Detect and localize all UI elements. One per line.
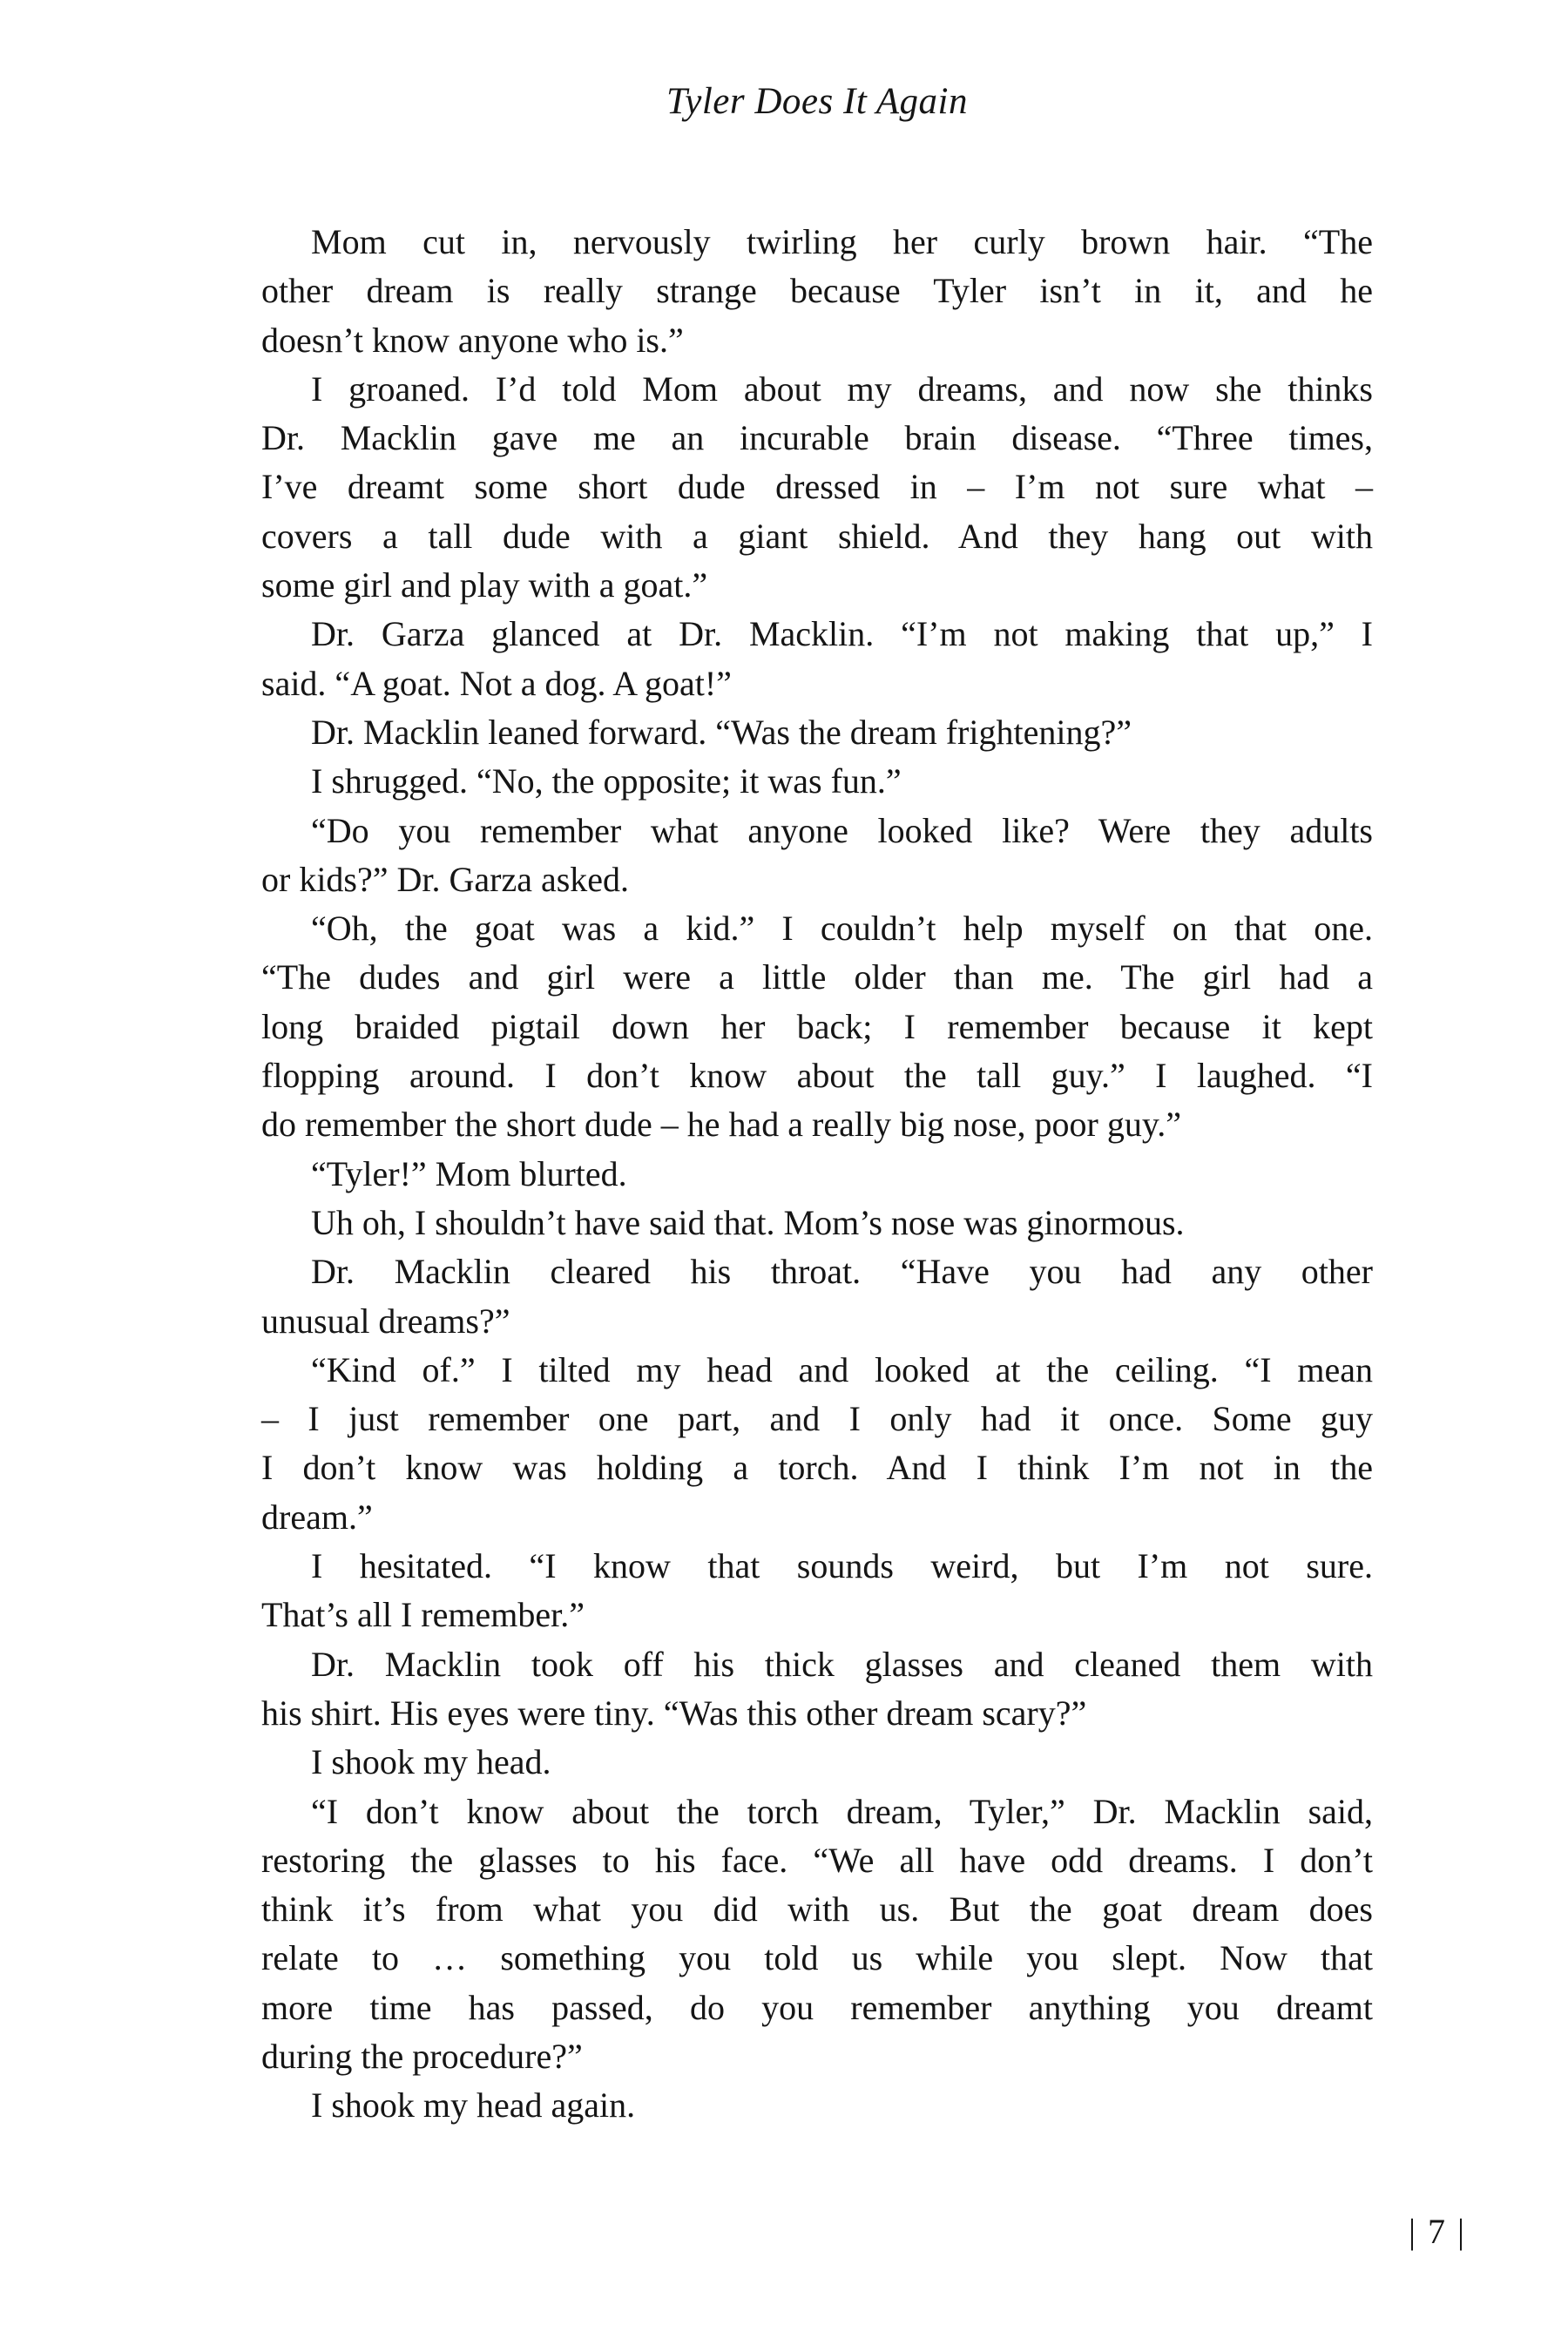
text-line: Dr. Macklin cleared his throat. “Have you had any other	[311, 1252, 1373, 1292]
text-line: do remember the short dude – he had a really big nose, poor guy.”	[261, 1105, 1181, 1145]
text-line: Dr. Macklin leaned forward. “Was the dream frightening?”	[311, 712, 1132, 752]
text-line: unusual dreams?”	[261, 1301, 510, 1341]
text-line: Dr. Garza glanced at Dr. Macklin. “I’m not making that up,” I	[311, 614, 1373, 654]
text-line: other dream is really strange because Tyler isn’t in it, and he	[261, 271, 1373, 311]
text-line: I shook my head.	[311, 1742, 551, 1782]
text-line: I don’t know was holding a torch. And I think I’m not in the	[261, 1448, 1373, 1488]
text-line: his shirt. His eyes were tiny. “Was this other dream scary?”	[261, 1693, 1087, 1733]
text-line: during the procedure?”	[261, 2036, 583, 2076]
text-line: I shrugged. “No, the opposite; it was fun.”	[311, 761, 902, 801]
text-line: “The dudes and girl were a little older than me. The girl had a	[261, 957, 1373, 997]
text-line: Dr. Macklin gave me an incurable brain disease. “Three times,	[261, 418, 1373, 458]
text-line: I hesitated. “I know that sounds weird, but I’m not sure.	[311, 1546, 1373, 1586]
text-line: more time has passed, do you remember anything you dreamt	[261, 1987, 1373, 2027]
text-line: some girl and play with a goat.”	[261, 565, 708, 605]
text-line: That’s all I remember.”	[261, 1595, 585, 1635]
text-line: think it’s from what you did with us. But the goat dream does	[261, 1889, 1373, 1930]
text-line: covers a tall dude with a giant shield. And they hang out with	[261, 516, 1373, 556]
text-line: I groaned. I’d told Mom about my dreams, and now she thinks	[311, 368, 1373, 409]
text-line: flopping around. I don’t know about the tall guy.” I laughed. “I	[261, 1056, 1373, 1096]
text-line: relate to … something you told us while you slept. Now that	[261, 1938, 1373, 1978]
text-line: dream.”	[261, 1497, 373, 1537]
text-line: “Oh, the goat was a kid.” I couldn’t help myself on that one.	[311, 909, 1373, 949]
text-line: “Do you remember what anyone looked like? Were they adults	[311, 810, 1373, 850]
text-line: Uh oh, I shouldn’t have said that. Mom’s nose was ginormous.	[311, 1202, 1185, 1242]
text-line: I’ve dreamt some short dude dressed in – I’m not sure what –	[261, 467, 1373, 507]
text-line: or kids?” Dr. Garza asked.	[261, 859, 630, 899]
text-line: – I just remember one part, and I only had it once. Some guy	[261, 1399, 1373, 1439]
text-line: I shook my head again.	[311, 2085, 636, 2126]
text-line: said. “A goat. Not a dog. A goat!”	[261, 663, 732, 703]
body-text	[261, 218, 1373, 2131]
text-line: long braided pigtail down her back; I remember because it kept	[261, 1006, 1373, 1046]
text-line: “I don’t know about the torch dream, Tyler,” Dr. Macklin said,	[311, 1791, 1373, 1831]
text-line: doesn’t know anyone who is.”	[261, 320, 684, 360]
running-header: Tyler Does It Again	[666, 81, 968, 122]
text-line: restoring the glasses to his face. “We all have odd dreams. I don’t	[261, 1840, 1373, 1880]
text-line: “Kind of.” I tilted my head and looked at the ceiling. “I mean	[311, 1349, 1373, 1389]
text-line: Mom cut in, nervously twirling her curly brown hair. “The	[311, 222, 1373, 261]
text-line: “Tyler!” Mom blurted.	[311, 1153, 627, 1193]
text-line: Dr. Macklin took off his thick glasses and cleaned them with	[311, 1644, 1373, 1684]
page-number: | 7 |	[1408, 2212, 1466, 2251]
